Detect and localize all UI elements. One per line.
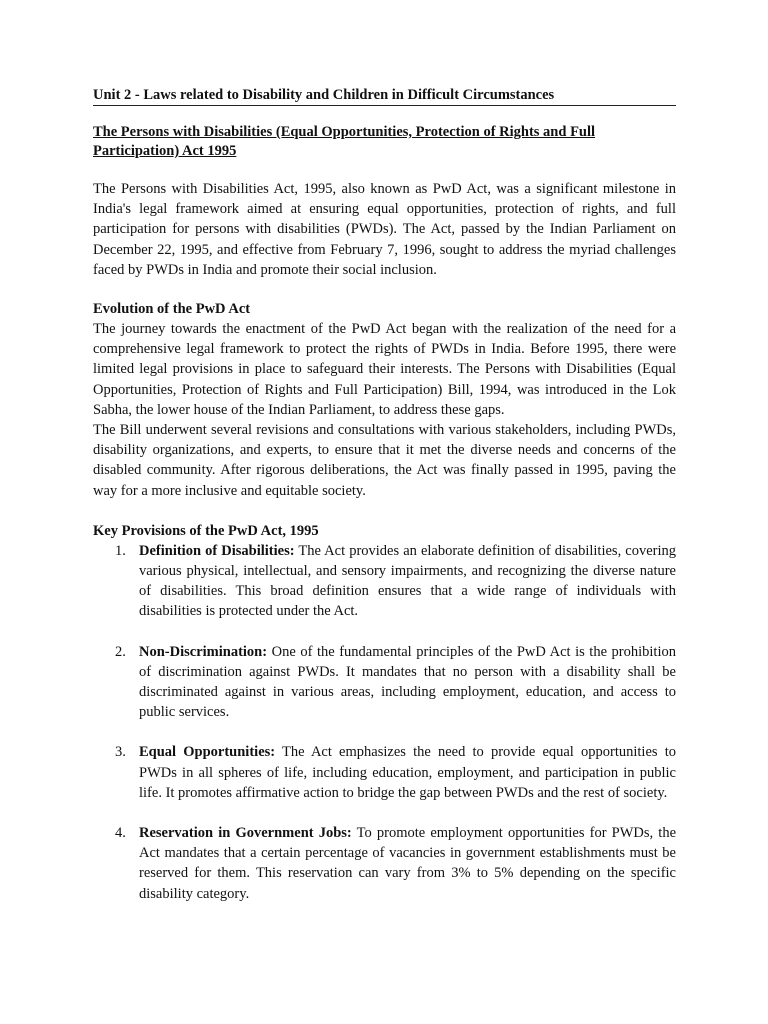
item-term: Reservation in Government Jobs: — [139, 825, 352, 842]
evolution-paragraph-1: The journey towards the enactment of the PwD Act began with the realization of the need for a comprehensive legal framework to protect the rights of PWDs in India. Before 1995, there were limited legal provisions in place to safeguard their interests. The Persons with Disabilities (Equal Opportunities, Protection of Rights and Full Participation) Bill, 1994, was introduced in the Lok Sabha, the lower house of the Indian Parliament, to address these gaps. — [93, 321, 676, 418]
provisions-list — [93, 541, 676, 904]
item-number: 2. — [115, 643, 126, 660]
item-term: Equal Opportunities: — [139, 744, 276, 761]
list-item — [93, 541, 676, 622]
unit-heading: Unit 2 - Laws related to Disability and Children in Difficult Circumstances — [93, 86, 676, 106]
provisions-section — [93, 521, 676, 904]
item-number: 1. — [115, 542, 126, 559]
evolution-heading: Evolution of the PwD Act — [93, 301, 251, 318]
act-title: The Persons with Disabilities (Equal Opportunities, Protection of Rights and Full Participation) Act 1995 — [93, 124, 596, 159]
list-item — [93, 642, 676, 723]
item-text: To promote employment opportunities for PWDs, the Act mandates that a certain percentage of vacancies in government establishments must be reserved for them. This reservation can vary from 3% to 5% depending on the specific disability category. — [139, 825, 677, 902]
item-number: 3. — [115, 744, 126, 761]
list-item — [93, 823, 676, 904]
intro-paragraph: The Persons with Disabilities Act, 1995, also known as PwD Act, was a significant milestone in India's legal framework aimed at ensuring equal opportunities, protection of rights, and full participation for persons with disabilities (PWDs). The Act, passed by the Indian Parliament on December 22, 1995, and effective from February 7, 1996, sought to address the myriad challenges faced by PWDs in India and promote their social inclusion. — [93, 181, 676, 278]
provisions-heading: Key Provisions of the PwD Act, 1995 — [93, 522, 319, 539]
evolution-paragraph-2: The Bill underwent several revisions and consultations with various stakeholders, including PWDs, disability organizations, and experts, to ensure that it met the diverse needs and concerns of the disabled community. After rigorous deliberations, the Act was finally passed in 1995, paving the way for a more inclusive and equitable society. — [93, 422, 676, 499]
item-text: The Act provides an elaborate definition of disabilities, covering various physical, intellectual, and sensory impairments, and recognizing the diverse nature of disabilities. This broad definition ensures that a wide range of individuals with disabilities is protected under the Act. — [139, 542, 676, 620]
item-text: One of the fundamental principles of the PwD Act is the prohibition of discrimination against PWDs. It mandates that no person with a disability shall be discriminated against in various areas, including employment, education, and access to public services. — [139, 643, 676, 721]
evolution-section — [93, 299, 676, 501]
list-item — [93, 742, 676, 803]
item-text: The Act emphasizes the need to provide equal opportunities to PWDs in all spheres of life, including education, employment, and participation in public life. It promotes affirmative action to bridge the gap between PWDs and the rest of society. — [139, 744, 676, 801]
item-number: 4. — [115, 825, 126, 842]
item-term: Non-Discrimination: — [139, 643, 268, 660]
item-term: Definition of Disabilities: — [139, 542, 295, 559]
